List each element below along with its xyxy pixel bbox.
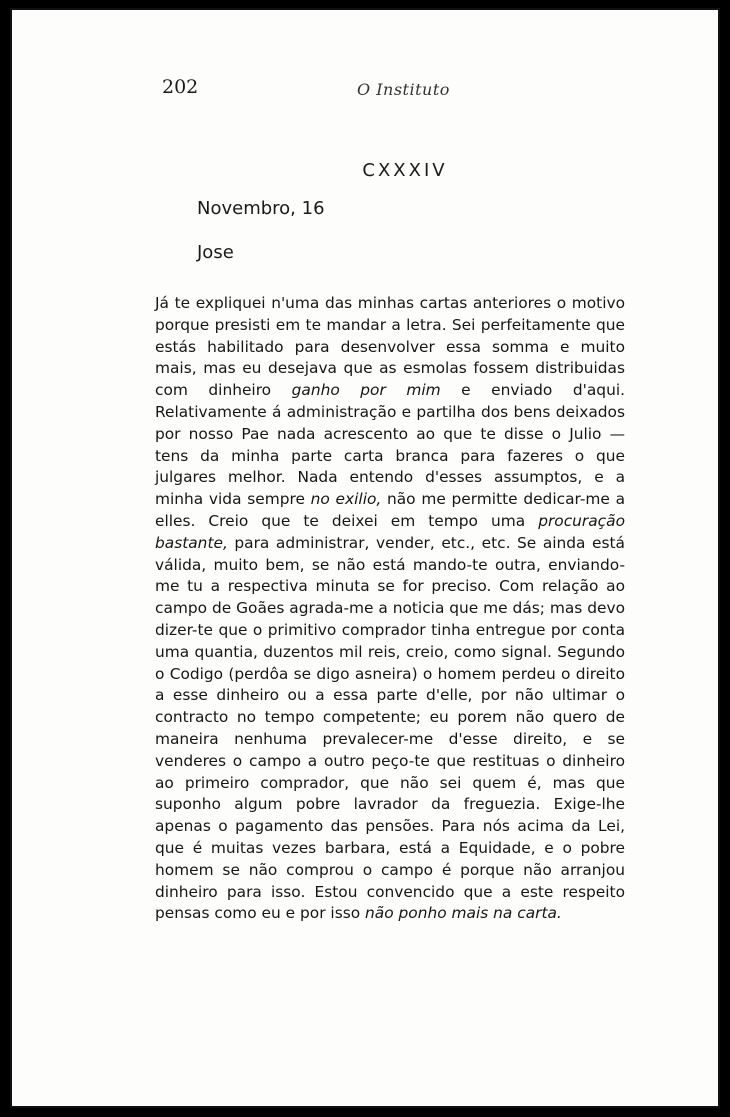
letter-emphasis: no exilio, xyxy=(310,490,382,509)
letter-text: e enviado d'aqui. Relativamente á administração e partilha dos bens deixados por nosso Pae nada acrescento ao que te disse o Julio — tens da minha parte carta branca para fazeres o que julgares melhor. Nada entendo d'esses assumptos, e a minha vida sempre xyxy=(155,381,625,509)
chapter-heading: CXXXIV xyxy=(362,160,448,181)
running-title: O Instituto xyxy=(357,80,450,99)
book-page xyxy=(10,8,720,1108)
letter-body xyxy=(155,293,625,925)
letter-emphasis: ganho por mim xyxy=(291,381,441,400)
letter-emphasis: não ponho mais na carta. xyxy=(365,904,562,923)
letter-text: Já te expliquei n'uma das minhas cartas anteriores o motivo porque presisti em te mandar a letra. Sei perfeitamente que estás habilitado para desenvolver essa somma e muito mais, mas eu desejava que as esmolas fossem distribuidas com dinheiro xyxy=(155,294,625,400)
date-line: Novembro, 16 xyxy=(197,198,325,219)
letter-emphasis: procuração bastante, xyxy=(155,511,625,552)
page-number: 202 xyxy=(162,76,199,98)
letter-text: não me permitte dedicar-me a elles. Creio que te deixei em tempo uma xyxy=(155,490,626,530)
letter-text: para administrar, vender, etc., etc. Se ainda está válida, muito bem, se não está mando-te outra, enviando-me tu a respectiva minuta se for preciso. Com relação ao campo de Goães agrada-me a noticia que me dás; mas devo dizer-te que o primitivo comprador tinha entregue por conta uma quantia, duzentos mil reis, creio, como signal. Segundo o Codigo (perdôa se digo asneira) o homem perdeu o direito a esse dinheiro ou a essa parte d'elle, por não ultimar o contracto no tempo competente; eu porem não quero de maneira nenhuma prevalecer-me d'esse direito, e se venderes o campo a outro peço-te que restituas o dinheiro ao primeiro comprador, que não sei quem é, mas que suponho algum pobre lavrador da freguezia. Exige-lhe apenas o pagamento das pensões. Para nós acima da Lei, que é muitas vezes barbara, está a Equidade, e o pobre homem se não comprou o campo é porque não arranjou dinheiro para isso. Estou convencido que a este respeito pensas como eu e por isso xyxy=(155,533,625,923)
salutation: Jose xyxy=(197,242,234,263)
